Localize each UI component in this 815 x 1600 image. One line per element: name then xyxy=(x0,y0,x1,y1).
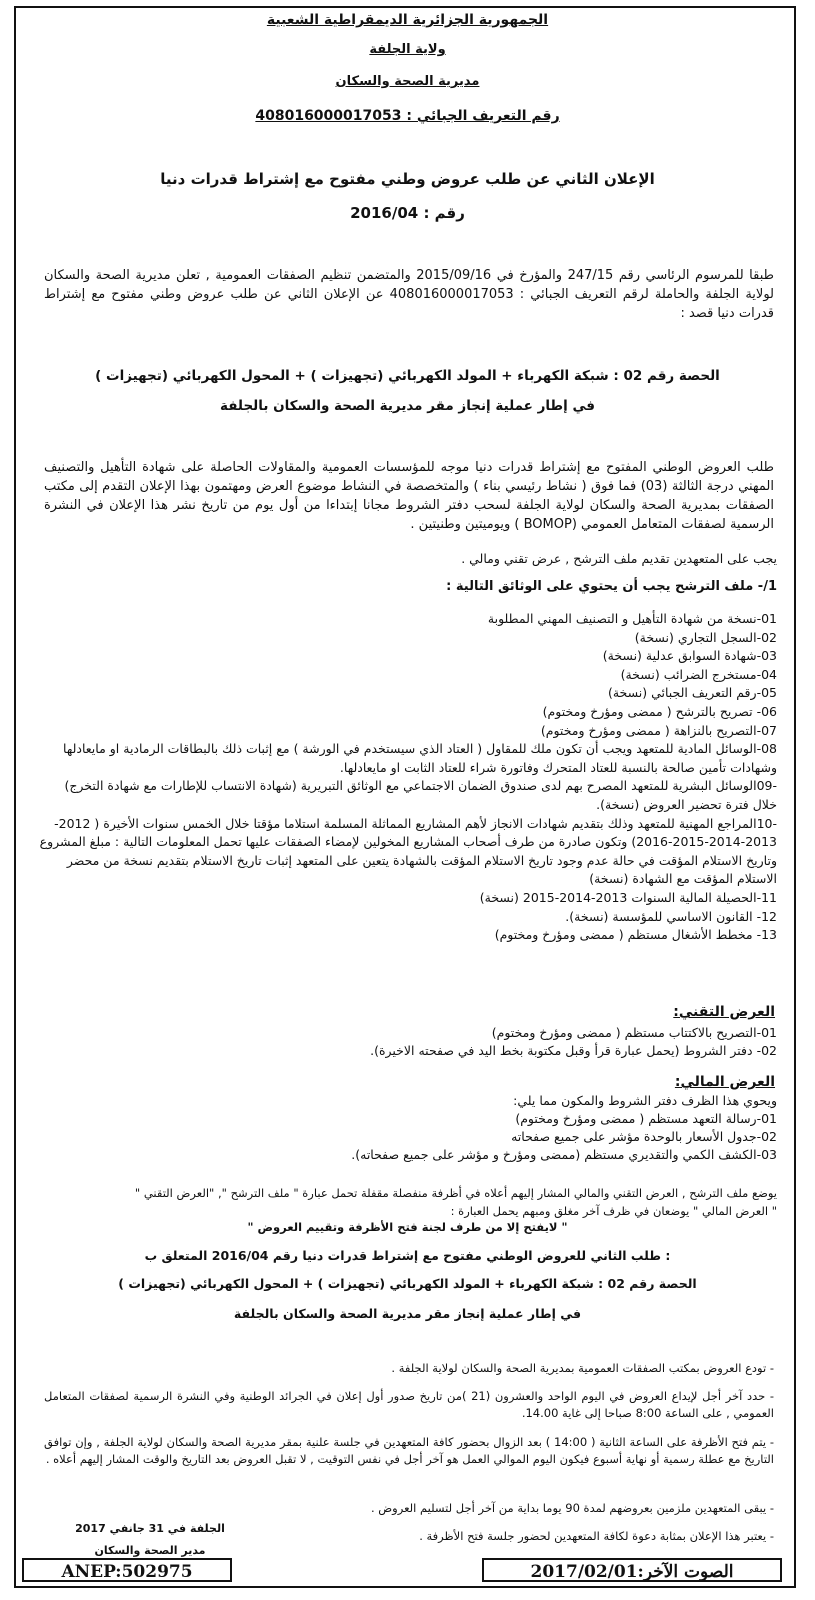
list-item: 02-السجل التجاري (نسخة) xyxy=(634,629,777,645)
list-item: 02- دفتر الشروط (يحمل عبارة قرأ وقبل مكتوبة بخط اليد في صفحته الاخيرة). xyxy=(370,1043,777,1058)
envelope-line: " لايفتح إلا من طرف لجنة فتح الأظرفة وتقييم العروض " xyxy=(247,1220,568,1234)
list-item: 12- القانون الاساسي للمؤسسة (نسخة). xyxy=(565,908,777,924)
envelope-line: يوضع ملف الترشح , العرض التقني والمالي المشار إليهم أعلاه في أظرفة منفصلة مقفلة تحمل عبارة " ملف الترشح ", "العرض التقني " xyxy=(134,1186,777,1200)
lot-subtitle: في إطار عملية إنجاز مقر مديرية الصحة والسكان بالجلفة xyxy=(220,398,595,414)
list-item: 04-مستخرج الضرائب (نسخة) xyxy=(620,666,777,682)
list-item: 07-التصريح بالنزاهة ( ممضى ومؤرخ ومختوم) xyxy=(540,722,777,738)
envelope-line: " العرض المالي " يوضعان في ظرف آخر مغلق ومبهم يحمل العبارة : xyxy=(450,1204,777,1218)
list-item: -09الوسائل البشرية للمتعهد المصرح بهم لدى صندوق الضمان الاجتماعي مع الوثائق التبريرية (شهادة الانتساب للإطارات مع شهادة التخرج) خلال فترة تحضير العروض (نسخة). xyxy=(64,778,777,812)
envelope-line: في إطار عملية إنجاز مقر مديرية الصحة والسكان بالجلفة xyxy=(233,1306,582,1321)
lot-title: الحصة رقم 02 : شبكة الكهرباء + المولد الكهربائي (تجهيزات ) + المحول الكهربائي (تجهيزات ) xyxy=(95,368,720,384)
list-item: 01-نسخة من شهادة التأهيل و التصنيف المهني المطلوبة xyxy=(487,611,777,626)
eligibility-paragraph: طلب العروض الوطني المفتوح مع إشتراط قدرات دنيا موجه للمؤسسات العمومية والمقاولات الحاصلة على شهادة التأهيل والتصنيف المهني درجة الثالثة (03) فما فوق ( نشاط رئيسي بناء ) والمتخصصة في النشاط موضوع العرض ومهتمون بهذا الإعلان التقدم إلى مكتب الصفقات بمديرية الصحة والسكان لولاية الجلفة لسحب دفتر الشروط مجانا إبتداءا من أول يوم من تاريخ نشر هذا الإعلان في النشرة الرسمية لصفقات المتعامل العمومي (BOMOP ) ويوميتين وطنيتين . xyxy=(44,460,774,532)
announcement-number: رقم : 2016/04 xyxy=(350,204,465,222)
submission-requirement: يجب على المتعهدين تقديم ملف الترشح , عرض تقني ومالي . xyxy=(461,551,777,566)
newspaper-reference: الصوت الآخر:2017/02/01 xyxy=(482,1558,782,1582)
envelope-line: طلب الثاني للعروض الوطني مفتوح مع إشتراط قدرات دنيا رقم 2016/04 المتعلق ب : xyxy=(144,1248,671,1263)
wilaya-name: ولاية الجلفة xyxy=(369,42,446,57)
list-item: -10المراجع المهنية للمتعهد وذلك بتقديم شهادات الانجاز لأهم المشاريع المماثلة المسلمة استلاما مؤقتا خلال الخمس سنوات الأخيرة ( 2012-2013-2014-2015-2016) وتكون صادرة من طرف أصحاب المشاريع المخولين لإمضاء الصفقات عليها تحمل المعلومات التالية : مبلغ المشروع وتاريخ الاستلام المؤقت في حالة عدم وجود تاريخ الاستلام المؤقت بالشهادة يتعين على المتعهد إثبات تاريخ الاستلام بتقديم نسخة من محضر الاستلام المؤقت مع الشهادة (نسخة) xyxy=(39,815,777,887)
envelope-line: الحصة رقم 02 : شبكة الكهرباء + المولد الكهربائي (تجهيزات ) + المحول الكهربائي (تجهيزات ) xyxy=(118,1276,697,1291)
republic-name: الجمهورية الجزائرية الديمقراطية الشعبية xyxy=(266,12,549,28)
list-item: 11-الحصيلة المالية السنوات 2013-2014-2015 (نسخة) xyxy=(479,889,777,905)
list-item: 05-رقم التعريف الجبائي (نسخة) xyxy=(607,685,777,701)
directorate-name: مديرية الصحة والسكان xyxy=(335,74,480,89)
list-item: 13- مخطط الأشغال مستظم ( ممضى ومؤرخ ومختوم) xyxy=(494,927,777,943)
fiscal-id: رقم التعريف الجبائي : 408016000017053 xyxy=(255,108,560,124)
candidature-list xyxy=(37,610,777,945)
signature-title: مدير الصحة والسكان xyxy=(94,1544,206,1557)
note: - حدد آخر أجل لإيداع العروض في اليوم الواحد والعشرون (21 )من تاريخ صدور أول إعلان في الجرائد الوطنية وفي النشرة الرسمية لصفقات المتعامل العمومي , على الساعة 8:00 صباحا إلى غاية 14.00. xyxy=(44,1389,775,1420)
note: - يبقى المتعهدين ملزمين بعروضهم لمدة 90 يوما بداية من آخر أجل لتسليم العروض . xyxy=(370,1501,774,1515)
list-item: 03-الكشف الكمي والتقديري مستظم (ممضى ومؤرخ و مؤشر على جميع صفحاته). xyxy=(351,1147,777,1162)
signature-date: الجلفة في 31 جانفي 2017 xyxy=(75,1522,225,1535)
list-item: 06- تصريح بالترشح ( ممضى ومؤرخ ومختوم) xyxy=(542,703,777,719)
list-item: 01-التصريح بالاكتتاب مستظم ( ممضى ومؤرخ ومختوم) xyxy=(491,1025,777,1040)
intro-paragraph: طبقا للمرسوم الرئاسي رقم 247/15 والمؤرخ في 2015/09/16 والمتضمن تنظيم الصفقات العمومية , تعلن مديرية الصحة والسكان لولاية الجلفة والحاملة لرقم التعريف الجبائي : 408016000017053 عن الإعلان الثاني عن طلب عروض وطني مفتوح مع إشتراط قدرات دنيا قصد : xyxy=(44,268,774,321)
announcement-title: الإعلان الثاني عن طلب عروض وطني مفتوح مع إشتراط قدرات دنيا xyxy=(160,170,655,188)
list-item: 03-شهادة السوابق عدلية (نسخة) xyxy=(602,648,777,664)
list-item: 08-الوسائل المادية للمتعهد ويجب أن تكون ملك للمقاول ( العتاد الذي سيستخدم في الورشة ) مع إثبات ذلك بالبطاقات الرمادية او مايعادلها وشهادات تأمين صالحة بالنسبة للعتاد المتحرك وفاتورة شراء للعتاد الثابت او مايعادلها. xyxy=(63,741,777,775)
technical-offer-head: العرض التقني: xyxy=(673,1004,775,1020)
note: - يتم فتح الأظرفة على الساعة الثانية ( 14:00 ) بعد الزوال بحضور كافة المتعهدين في جلسة علنية بمقر مديرية الصحة والسكان لولاية الجلفة , وإن توافق التاريخ مع عطلة رسمية أو نهاية أسبوع فيكون اليوم الموالي العمل هو آخر أجل في نفس التوقيت , لا تقبل العروض بعد التاريخ والوقت المشار إليهم أعلاه . xyxy=(44,1435,775,1466)
anep-reference: ANEP:502975 xyxy=(22,1558,232,1582)
note: - يعتبر هذا الإعلان بمثابة دعوة لكافة المتعهدين لحضور جلسة فتح الأظرفة . xyxy=(419,1529,774,1543)
financial-offer-head: العرض المالي: xyxy=(674,1074,775,1090)
financial-intro: ويحوي هذا الظرف دفتر الشروط والمكون مما يلي: xyxy=(513,1093,777,1108)
list-item: 01-رسالة التعهد مستظم ( ممضى ومؤرخ ومختوم) xyxy=(515,1111,777,1126)
candidature-head: 1/- ملف الترشح يجب أن يحتوي على الوثائق التالية : xyxy=(446,579,777,594)
note: - تودع العروض بمكتب الصفقات العمومية بمديرية الصحة والسكان لولاية الجلفة . xyxy=(391,1361,774,1375)
list-item: 02-جدول الأسعار بالوحدة مؤشر على جميع صفحاته xyxy=(511,1129,777,1144)
